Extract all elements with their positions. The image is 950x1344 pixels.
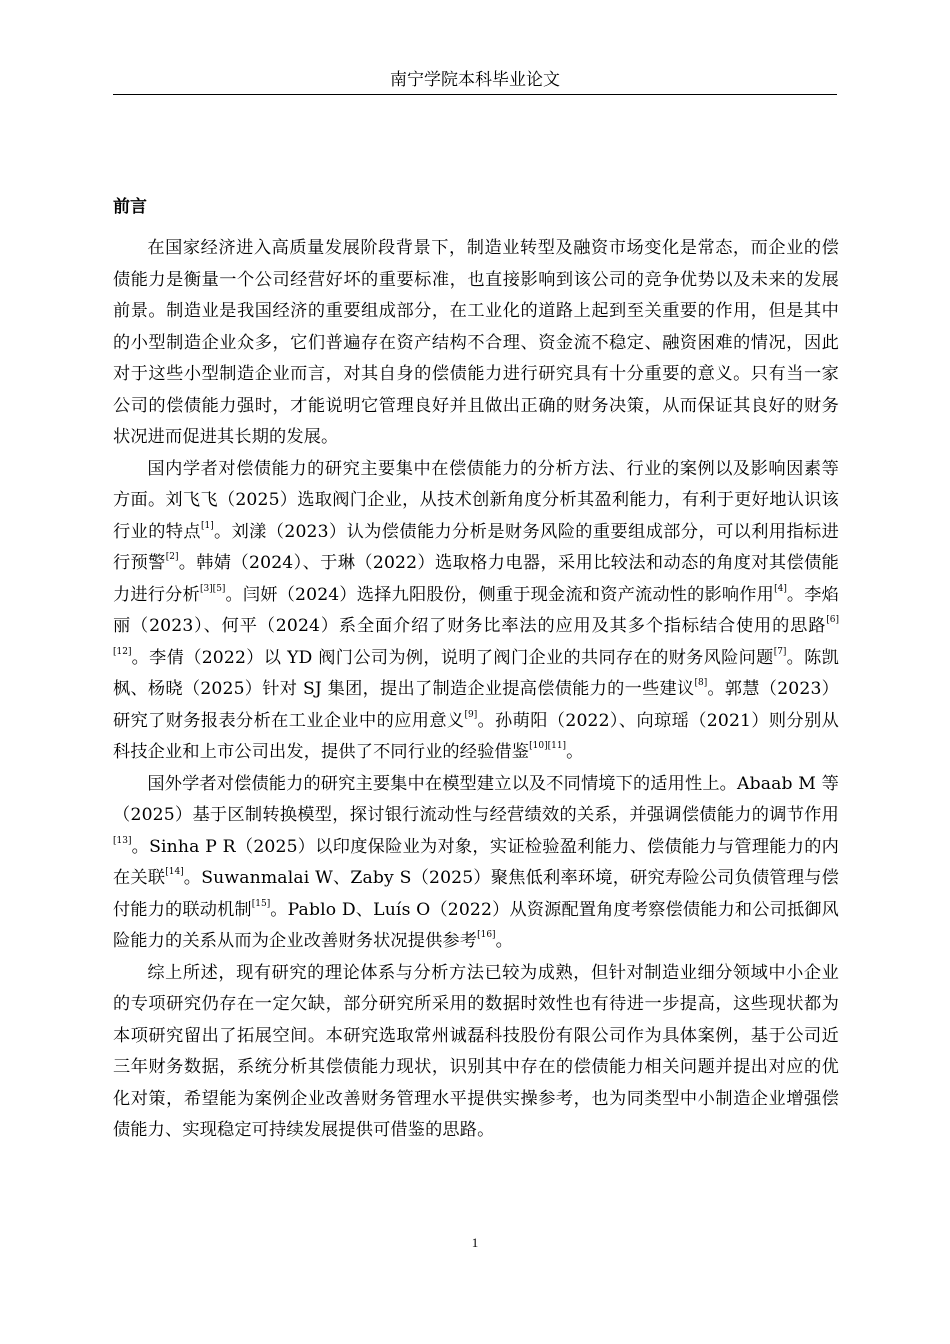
paragraph-text: 。闫妍（2024）选择九阳股份，侧重于现金流和资产流动性的影响作用 [225,584,775,605]
paragraph-text: 。Suwanmalai W、Zaby S（2025）聚焦低利率环境，研究寿险公司负债管理与偿付能力的联动机制 [113,868,839,920]
citation-marker: [4] [774,583,787,594]
paragraph-text: 。韩婧（2024）、于琳（2022）选取格力电器，采用比较法和动态的角度对其偿债能力进行分析 [113,553,839,605]
citation-marker: [16] [477,930,496,940]
paragraph-text: 。李倩（2022）以 YD 阀门公司为例，说明了阀门企业的共同存在的财务风险问题 [131,647,774,668]
paragraph [113,454,839,769]
body-text [113,233,839,1147]
citation-marker: [10][11] [529,741,567,751]
section-title: 前言 [113,197,147,217]
paragraph [113,769,839,958]
citation-marker: [7] [773,646,787,657]
paragraph-text: 国内学者对偿债能力的研究主要集中在偿债能力的分析方法、行业的案例以及影响因素等方面。刘飞飞（2025）选取阀门企业，从技术创新角度分析其盈利能力，有利于更好地认识该行业的特点 [113,458,839,542]
citation-marker: [15] [251,898,271,909]
paragraph-text: 。李焰丽（2023）、何平（2024）系全面介绍了财务比率法的应用及其多个指标结合使用的思路 [113,584,839,636]
citation-marker: [2] [165,552,179,562]
citation-marker: [9] [464,709,478,720]
citation-marker: [1] [200,520,214,531]
paragraph [113,958,839,1147]
paragraph-text: 综上所述，现有研究的理论体系与分析方法已较为成熟，但针对制造业细分领域中小企业的专项研究仍存在一定欠缺，部分研究所采用的数据时效性也有待进一步提高，这些现状都为本项研究留出了拓展空间。本研究选取常州诚磊科技股份有限公司作为具体案例，基于公司近三年财务数据，系统分析其偿债能力现状，识别其中存在的偿债能力相关问题并提出对应的优化对策，希望能为案例企业改善财务管理水平提供实操参考，也为同类型中小制造企业增强偿债能力、实现稳定可持续发展提供可借鉴的思路。 [113,962,839,1140]
citation-marker: [6][12] [113,615,839,657]
citation-marker: [8] [694,678,708,688]
paragraph-text: 。刘漾（2023）认为偿债能力分析是财务风险的重要组成部分，可以利用指标进行预警 [113,521,839,573]
paragraph-text: 。 [495,931,513,951]
paragraph-text: 。Pablo D、Luís O（2022）从资源配置角度考察偿债能力和公司抵御风险能力的关系从而为企业改善财务状况提供参考 [113,899,839,951]
citation-marker: [13] [113,835,132,846]
paragraph-text: 在国家经济进入高质量发展阶段背景下，制造业转型及融资市场变化是常态，而企业的偿债能力是衡量一个公司经营好坏的重要标准，也直接影响到该公司的竞争优势以及未来的发展前景。制造业是我国经济的重要组成部分，在工业化的道路上起到至关重要的作用，但是其中的小型制造企业众多，它们普遍存在资产结构不合理、资金流不稳定、融资困难的情况，因此对于这些小型制造企业而言，对其自身的偿债能力进行研究具有十分重要的意义。只有当一家公司的偿债能力强时，才能说明它管理良好并且做出正确的财务决策，从而保证其良好的财务状况进而促进其长期的发展。 [113,238,839,447]
paragraph [113,233,839,454]
running-header: 南宁学院本科毕业论文 [390,70,560,90]
page-number: 1 [471,1235,479,1250]
paragraph-text: 。郭慧（2023）研究了财务报表分析在工业企业中的应用意义 [113,679,840,731]
paragraph-text: 。 [566,742,584,762]
paragraph-text: 。陈凯枫、杨晓（2025）针对 SJ 集团，提出了制造企业提高偿债能力的一些建议 [113,647,839,699]
citation-marker: [3][5] [199,583,226,594]
header-rule [113,94,837,95]
citation-marker: [14] [165,867,184,877]
paragraph-text: 。孙萌阳（2022）、向琼瑶（2021）则分别从科技企业和上市公司出发，提供了不同行业的经验借鉴 [113,710,839,762]
paragraph-text: 。Sinha P R（2025）以印度保险业为对象，实证检验盈利能力、偿债能力与管理能力的内在关联 [113,836,839,888]
paragraph-text: 国外学者对偿债能力的研究主要集中在模型建立以及不同情境下的适用性上。Abaab M 等（2025）基于区制转换模型，探讨银行流动性与经营绩效的关系，并强调偿债能力的调节作用 [113,773,839,825]
